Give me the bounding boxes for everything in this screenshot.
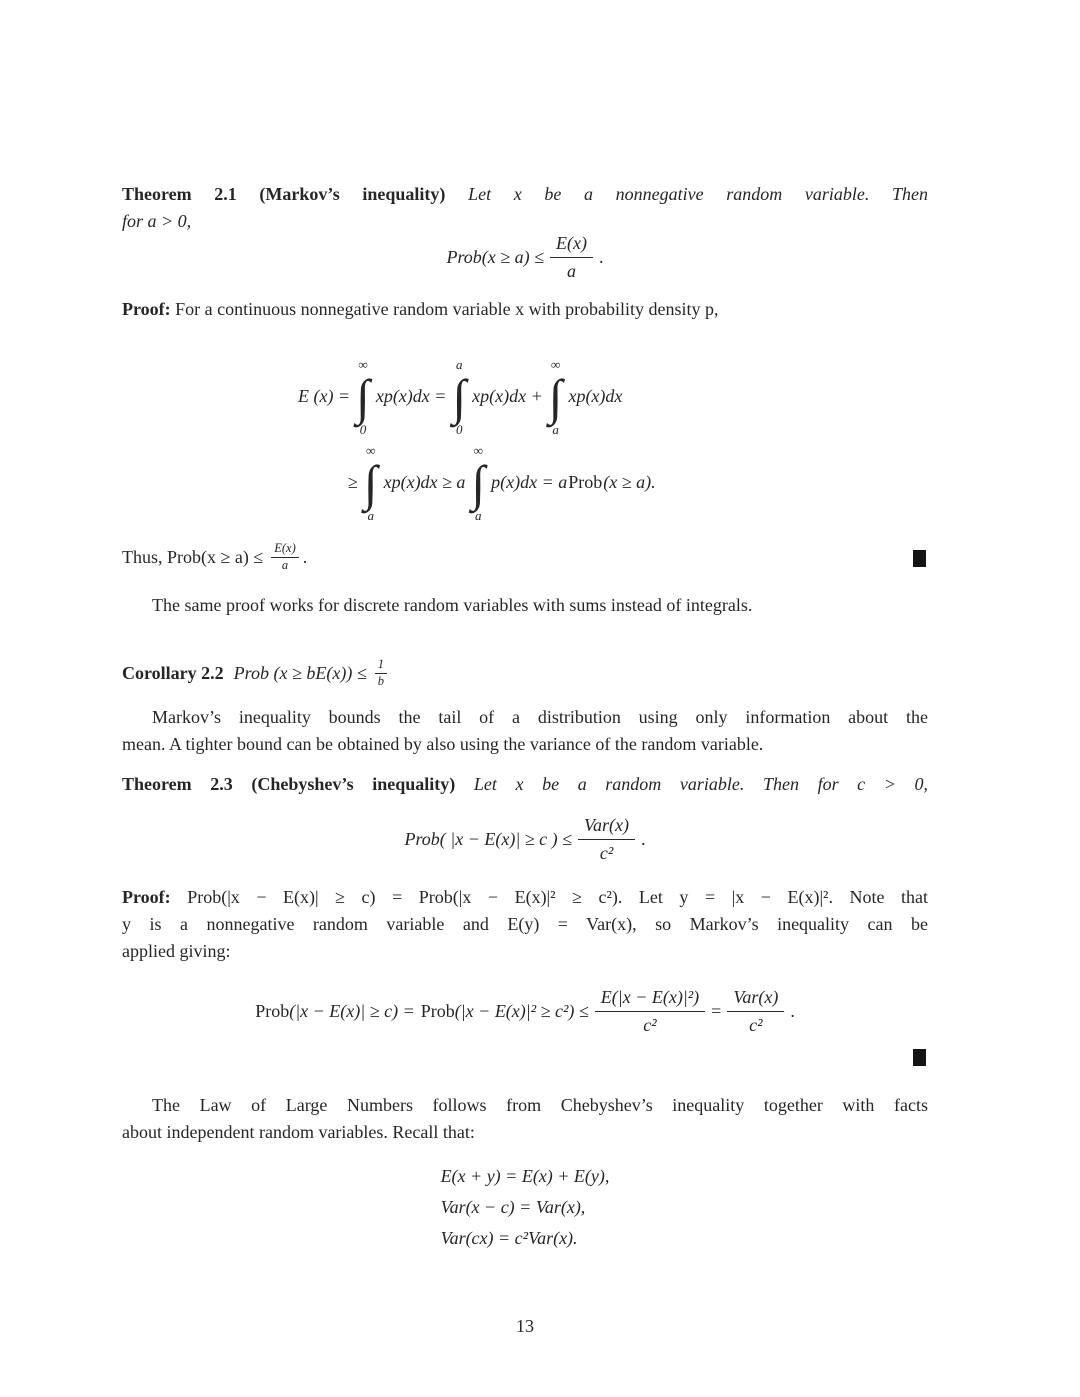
integral (549, 358, 563, 436)
expectation-equation-line2 (345, 444, 659, 522)
fraction-numerator: Var(x) (727, 986, 784, 1012)
fraction-numerator: 1 (375, 658, 387, 674)
recall-equations-block (122, 1161, 928, 1254)
markov-formula-fraction (550, 232, 593, 282)
qed-box (913, 1049, 926, 1066)
recall-equation: Var(cx) = c²Var(x). (440, 1228, 578, 1248)
eq3-fraction2 (727, 986, 784, 1036)
fraction-denominator: b (377, 673, 384, 688)
eq2-prob: Prob (568, 472, 603, 493)
fraction-numerator: E(x) (271, 542, 299, 558)
corollary-fraction (375, 658, 387, 689)
integral-upper-limit: a (456, 357, 463, 372)
thus-line (122, 536, 928, 578)
integral-upper-limit: ∞ (473, 443, 483, 458)
integral-upper-limit: ∞ (366, 443, 376, 458)
thus-period: . (302, 546, 308, 567)
theorem-2-3-heading: Theorem 2.3 (Chebyshev’s inequality) (122, 774, 456, 794)
integral (364, 444, 378, 522)
theorem-2-3-line (122, 771, 928, 798)
integral-sign: ∫ (356, 369, 370, 425)
theorem-2-1-heading: Theorem 2.1 (Markov’s inequality) (122, 184, 446, 204)
thus-fraction (271, 542, 299, 573)
theorem-2-3-statement: Let x be a random variable. Then for c > 0, (473, 774, 929, 794)
chebyshev-formula (122, 810, 928, 868)
integral-sign: ∫ (548, 369, 563, 425)
eq3-prob1: Prob (255, 1000, 290, 1021)
corollary-2-2-formula: Prob (x ≥ bE(x)) ≤ (233, 662, 367, 683)
paragraph-line: about independent random variables. Recall that: (122, 1122, 475, 1142)
eq3-period: . (790, 1000, 795, 1021)
eq3-math2: (|x − E(x)|² ≥ c²) ≤ (454, 1000, 589, 1021)
proof-2-3-text: Prob(|x − E(x)| ≥ c) = Prob(|x − E(x)|² ≥ c²). Let y = |x − E(x)|². Note that (187, 887, 929, 907)
eq2-end: (x ≥ a). (603, 472, 656, 493)
corollary-2-2-heading: Corollary 2.2 (122, 662, 224, 683)
integral-upper-limit: ∞ (550, 357, 561, 372)
fraction-numerator: E(x) (550, 232, 593, 258)
eq2-geq: ≥ (348, 472, 358, 493)
theorem-2-1-line1 (122, 181, 928, 208)
eq1-lhs: E (x) = (298, 386, 351, 407)
chebyshev-proof-equation (122, 980, 928, 1042)
recall-equation: Var(x − c) = Var(x), (440, 1197, 586, 1217)
integral-lower-limit: a (475, 508, 482, 523)
eq3-equals: = (711, 1000, 722, 1021)
integral (471, 444, 485, 522)
eq3-prob2: Prob (420, 1000, 455, 1021)
integral-sign: ∫ (452, 369, 467, 425)
recall-equation: E(x + y) = E(x) + E(y), (440, 1166, 610, 1186)
proof-label: Proof: (122, 299, 171, 319)
qed-box (913, 550, 926, 567)
proof-label: Proof: (122, 887, 171, 907)
markov-formula (122, 226, 928, 288)
expectation-equation-line1 (295, 358, 625, 436)
integral-lower-limit: a (367, 508, 374, 523)
integral-lower-limit: 0 (359, 422, 367, 437)
proof-2-3-line2: y is a nonnegative random variable and E(y) = Var(x), so Markov’s inequality can be (122, 914, 928, 934)
recall-equations (441, 1161, 610, 1254)
integral-sign: ∫ (363, 455, 378, 511)
proof-2-1-line (122, 296, 928, 323)
markov-formula-period: . (599, 246, 604, 267)
eq1-mid2: xp(x)dx + (472, 386, 543, 407)
proof-2-1-text: For a continuous nonnegative random variable x with probability density p, (175, 299, 719, 319)
chebyshev-formula-lhs: Prob( |x − E(x)| ≥ c ) ≤ (404, 828, 573, 849)
theorem-2-1-statement: Let x be a nonnegative random variable. Then (468, 184, 929, 204)
proof-2-1 (122, 296, 928, 323)
theorem-2-1-statement-cont: for a > 0, (122, 211, 192, 231)
integral-upper-limit: ∞ (358, 357, 368, 372)
chebyshev-fraction (578, 814, 635, 864)
theorem-2-3 (122, 771, 928, 798)
eq1-end: xp(x)dx (568, 386, 623, 407)
fraction-denominator: c² (643, 1014, 657, 1035)
integral (452, 358, 466, 436)
paragraph-line: mean. A tighter bound can be obtained by also using the variance of the random variable. (122, 734, 764, 754)
fraction-numerator: E(|x − E(x)|²) (595, 986, 705, 1012)
proof-2-3-line3: applied giving: (122, 941, 231, 961)
remark-text: The same proof works for discrete random variables with sums instead of integrals. (152, 595, 753, 615)
paragraph-markov-bounds (122, 704, 928, 758)
integral-lower-limit: a (552, 422, 559, 437)
eq2-mid1: xp(x)dx ≥ a (383, 472, 466, 493)
paragraph-line: Markov’s inequality bounds the tail of a distribution using only information about the (152, 707, 928, 727)
remark-discrete (122, 592, 928, 619)
eq3-math1: (|x − E(x)| ≥ c) = (289, 1000, 415, 1021)
fraction-denominator: c² (749, 1014, 763, 1035)
eq3-fraction1 (595, 986, 705, 1036)
integral (356, 358, 370, 436)
integral-sign: ∫ (471, 455, 486, 511)
markov-formula-lhs: Prob(x ≥ a) ≤ (446, 246, 545, 267)
fraction-denominator: c² (599, 842, 614, 863)
fraction-denominator: a (281, 557, 289, 572)
paragraph-lln (122, 1092, 928, 1146)
proof-2-3 (122, 884, 928, 965)
fraction-numerator: Var(x) (578, 814, 635, 840)
integral-lower-limit: 0 (456, 422, 463, 437)
proof-2-3-line1 (122, 884, 928, 911)
page-number: 13 (516, 1316, 534, 1336)
paragraph-line: The Law of Large Numbers follows from Chebyshev’s inequality together with facts (152, 1095, 928, 1115)
eq1-mid1: xp(x)dx = (375, 386, 447, 407)
chebyshev-formula-period: . (641, 828, 646, 849)
corollary-2-2 (122, 653, 928, 693)
fraction-denominator: a (567, 260, 577, 281)
eq2-mid2: p(x)dx = a (491, 472, 568, 493)
thus-text: Thus, Prob(x ≥ a) ≤ (122, 546, 264, 567)
